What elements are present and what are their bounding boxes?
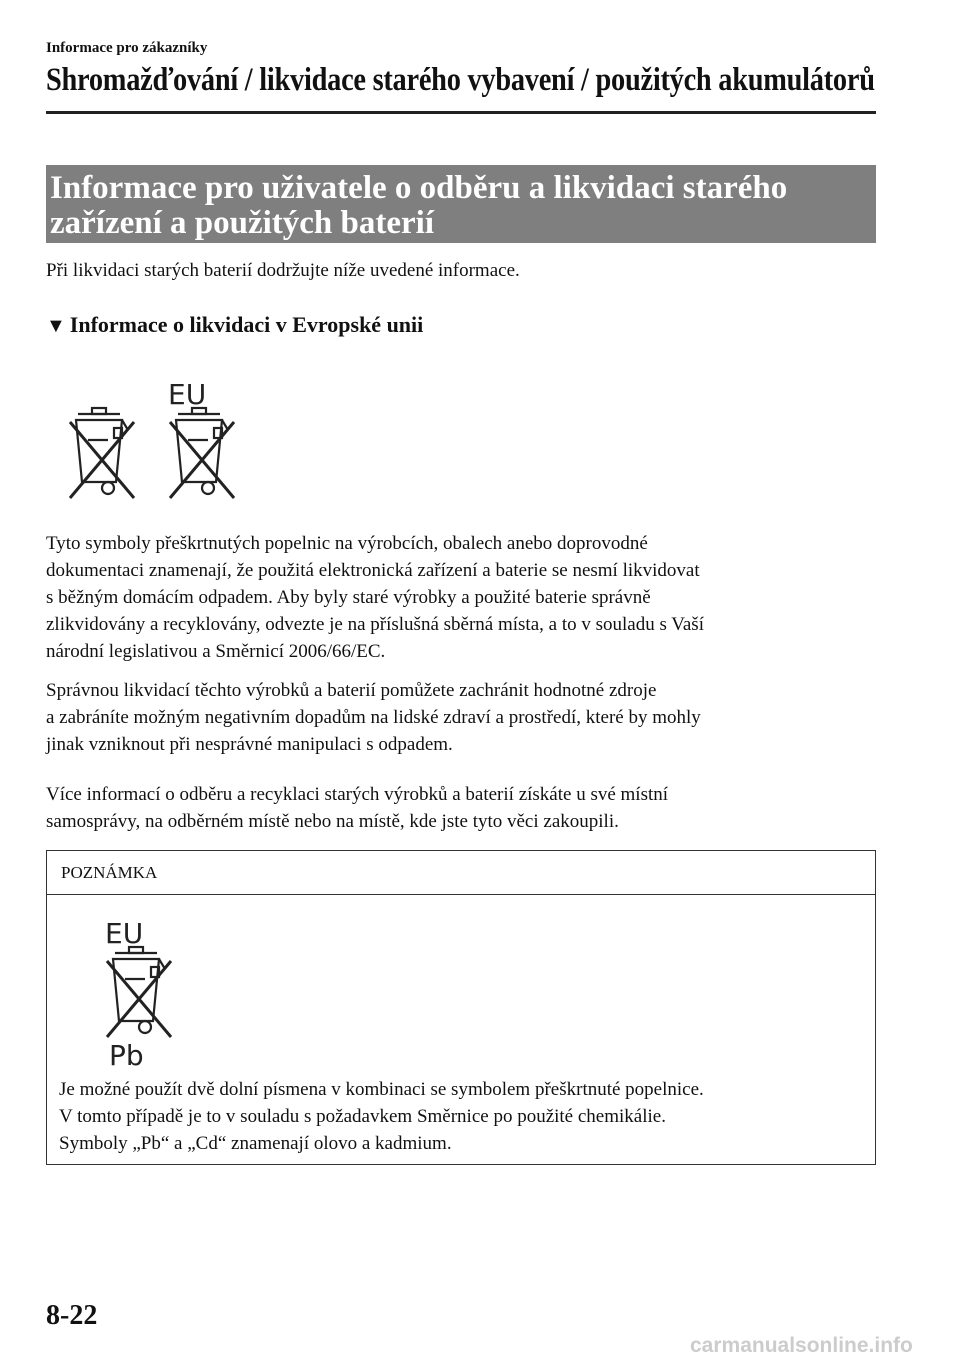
crossed-out-bin-icon — [70, 408, 134, 498]
subsection-title: Informace o likvidaci v Evropské unii — [69, 312, 424, 337]
page-number: 8-22 — [46, 1300, 98, 1331]
eu-symbols — [40, 370, 240, 510]
crossed-out-bin-icon — [170, 408, 234, 498]
paragraph-line: s běžným domácím odpadem. Aby byly staré výrobky a použité baterie správně — [46, 587, 651, 608]
banner-line-1: Informace pro uživatele o odběru a likvidaci starého — [50, 170, 788, 206]
paragraph-line: dokumentaci znamenají, že použitá elektronická zařízení a baterie se nesmí likvidovat — [46, 560, 700, 581]
header-rule — [46, 111, 876, 114]
paragraph-line: Více informací o odběru a recyklaci starých výrobků a baterií získáte u své místní — [46, 784, 669, 805]
paragraph-line: Správnou likvidací těchto výrobků a baterií pomůžete zachránit hodnotné zdroje — [46, 680, 657, 701]
note-box — [46, 850, 876, 1165]
paragraph-symbol-meaning — [46, 530, 704, 665]
paragraph-more-info — [46, 781, 668, 835]
note-heading: POZNÁMKA — [47, 851, 875, 895]
paragraph-line: a zabráníte možným negativním dopadům na lidské zdraví a prostředí, které by mohly — [46, 707, 701, 728]
chapter-title: Shromažďování / likvidace starého vybavení / použitých akumulátorů — [46, 62, 875, 98]
eu-symbols-graphic — [40, 370, 240, 510]
eu-label: EU — [168, 378, 207, 411]
paragraph-benefits — [46, 677, 701, 758]
note-line: V tomto případě je to v souladu s požadavkem Směrnice po použité chemikálie. — [59, 1106, 666, 1127]
banner-line-2: zařízení a použitých baterií — [50, 205, 435, 241]
paragraph-line: samosprávy, na odběrném místě nebo na místě, kde jste tyto věci zakoupili. — [46, 811, 619, 832]
running-head: Informace pro zákazníky — [46, 40, 208, 56]
note-text — [59, 1076, 704, 1157]
intro-text: Při likvidaci starých baterií dodržujte níže uvedené informace. — [46, 260, 520, 281]
triangle-marker-icon: ▼ — [46, 315, 66, 337]
pb-symbol — [87, 913, 227, 1078]
paragraph-line: národní legislativou a Směrnicí 2006/66/EC. — [46, 641, 386, 662]
eu-label: EU — [105, 917, 144, 950]
subsection-heading — [46, 312, 423, 338]
paragraph-line: Tyto symboly přeškrtnutých popelnic na výrobcích, obalech anebo doprovodné — [46, 533, 648, 554]
pb-symbol-graphic — [87, 913, 227, 1073]
pb-label: Pb — [109, 1039, 144, 1072]
crossed-out-bin-icon — [107, 947, 171, 1037]
note-line: Je možné použít dvě dolní písmena v kombinaci se symbolem přeškrtnuté popelnice. — [59, 1079, 704, 1100]
section-banner — [46, 165, 876, 243]
paragraph-line: zlikvidovány a recyklovány, odvezte je na příslušná sběrná místa, a to v souladu s Vaší — [46, 614, 704, 635]
watermark: carmanualsonline.info — [690, 1334, 913, 1357]
paragraph-line: jinak vzniknout při nesprávné manipulaci s odpadem. — [46, 734, 453, 755]
note-line: Symboly „Pb“ a „Cd“ znamenají olovo a kadmium. — [59, 1133, 452, 1154]
